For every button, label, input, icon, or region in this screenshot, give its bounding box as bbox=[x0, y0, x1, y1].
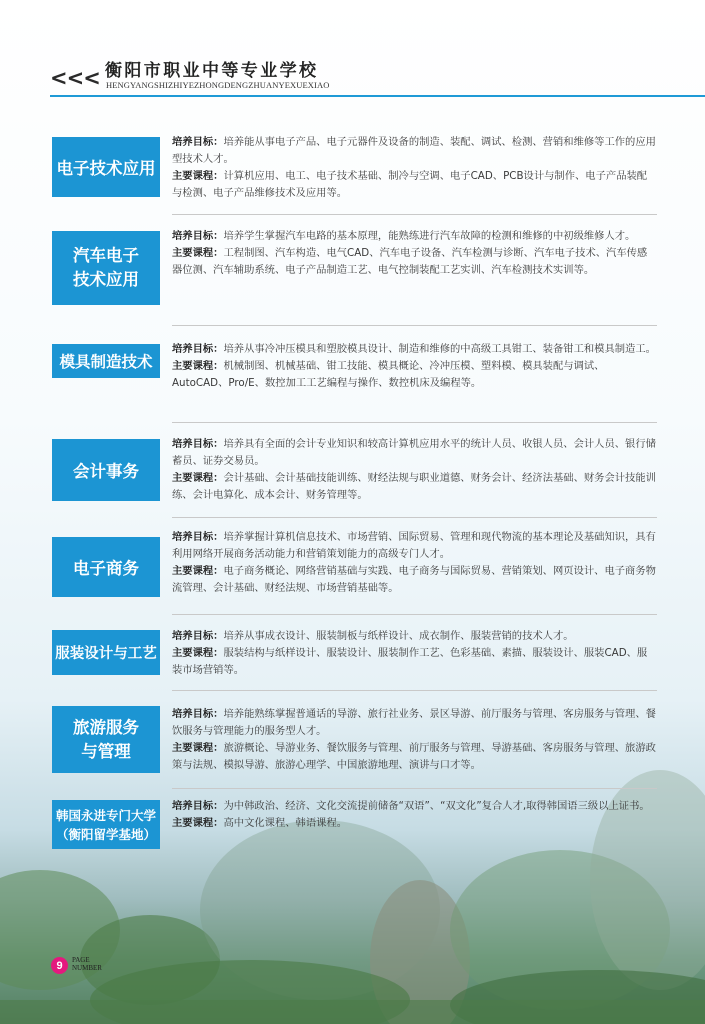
goal-key: 培养目标： bbox=[172, 136, 224, 148]
course-text: 电子商务概论、网络营销基础与实践、电子商务与国际贸易、营销策划、网页设计、电子商务物流管理、会计基础、财经法规、市场营销基础等。 bbox=[172, 565, 656, 594]
goal-text: 培养从事成衣设计、服装制板与纸样设计、成衣制作、服装营销的技术人才。 bbox=[223, 630, 574, 642]
goal-key: 培养目标： bbox=[172, 230, 224, 242]
course-key: 主要课程： bbox=[172, 565, 224, 577]
goal-key: 培养目标： bbox=[172, 630, 224, 642]
goal-key: 培养目标： bbox=[172, 343, 224, 355]
goal-key: 培养目标： bbox=[172, 800, 224, 812]
program-label: 电子商务 bbox=[52, 537, 160, 597]
program-label: 会计事务 bbox=[52, 439, 160, 501]
program-section bbox=[52, 224, 657, 329]
program-content bbox=[172, 341, 657, 392]
school-name-en: HENGYANGSHIZHIYEZHONGDENGZHUANYEXUEXIAO bbox=[106, 80, 330, 90]
program-label: 服装设计与工艺 bbox=[52, 630, 160, 675]
goal-text: 培养具有全面的会计专业知识和较高计算机应用水平的统计人员、收银人员、会计人员、银行储蓄员、证券交易员。 bbox=[172, 438, 656, 467]
goal-text: 为中韩政治、经济、文化交流提前储备“双语”、“双文化”复合人才,取得韩国语三级以上证书。 bbox=[223, 800, 650, 812]
program-content bbox=[172, 134, 657, 202]
course-key: 主要课程： bbox=[172, 170, 224, 182]
program-content bbox=[172, 628, 657, 679]
divider bbox=[172, 517, 657, 518]
goal-text: 培养学生掌握汽车电路的基本原理，能熟练进行汽车故障的检测和维修的中初级维修人才。 bbox=[223, 230, 636, 242]
program-section bbox=[52, 130, 657, 220]
program-content bbox=[172, 706, 657, 774]
goal-key: 培养目标： bbox=[172, 531, 224, 543]
program-section bbox=[52, 432, 657, 520]
program-label: 电子技术应用 bbox=[52, 137, 160, 197]
course-key: 主要课程： bbox=[172, 360, 224, 372]
program-content bbox=[172, 798, 657, 832]
course-text: 会计基础、会计基础技能训练、财经法规与职业道德、财务会计、经济法基础、财务会计技能训练、会计电算化、成本会计、财务管理等。 bbox=[172, 472, 656, 501]
divider bbox=[172, 690, 657, 691]
program-label: 旅游服务 与管理 bbox=[52, 706, 160, 773]
chevrons-icon: <<< bbox=[50, 66, 100, 90]
page-number-label: PAGE NUMBER bbox=[72, 956, 102, 972]
program-section bbox=[52, 525, 657, 621]
school-name-cn: 衡阳市职业中等专业学校 bbox=[105, 61, 319, 81]
goal-key: 培养目标： bbox=[172, 438, 224, 450]
divider bbox=[172, 214, 657, 215]
program-content bbox=[172, 436, 657, 504]
course-text: 高中文化课程、韩语课程。 bbox=[223, 817, 348, 829]
course-key: 主要课程： bbox=[172, 247, 224, 259]
goal-key: 培养目标： bbox=[172, 708, 224, 720]
course-text: 机械制图、机械基础、钳工技能、模具概论、冷冲压模、塑料模、模具装配与调试、AutoCAD、Pro/E、数控加工工艺编程与操作、数控机床及编程等。 bbox=[172, 360, 605, 389]
divider bbox=[172, 325, 657, 326]
program-section bbox=[52, 794, 657, 854]
page-number-badge: 9 bbox=[51, 957, 68, 974]
course-key: 主要课程： bbox=[172, 472, 224, 484]
course-key: 主要课程： bbox=[172, 647, 224, 659]
divider bbox=[172, 788, 657, 789]
course-text: 服装结构与纸样设计、服装设计、服装制作工艺、色彩基础、素描、服装设计、服装CAD、服装市场营销等。 bbox=[172, 647, 648, 676]
course-text: 工程制图、汽车构造、电气CAD、汽车电子设备、汽车检测与诊断、汽车电子技术、汽车传感器位测、汽车辅助系统、电子产品制造工艺、电气控制装配工艺实训、汽车检测技术实训等。 bbox=[172, 247, 648, 276]
program-content bbox=[172, 228, 657, 279]
course-key: 主要课程： bbox=[172, 817, 224, 829]
course-text: 旅游概论、导游业务、餐饮服务与管理、前厅服务与管理、导游基础、客房服务与管理、旅游政策与法规、模拟导游、旅游心理学、中国旅游地理、演讲与口才等。 bbox=[172, 742, 656, 771]
divider bbox=[172, 422, 657, 423]
program-section bbox=[52, 624, 657, 700]
program-label: 韩国永进专门大学 （衡阳留学基地） bbox=[52, 800, 160, 849]
course-text: 计算机应用、电工、电子技术基础、制冷与空调、电子CAD、PCB设计与制作、电子产品装配与检测、电子产品维修技术及应用等。 bbox=[172, 170, 648, 199]
goal-text: 培养从事冷冲压模具和塑胶模具设计、制造和维修的中高级工具钳工、装备钳工和模具制造工。 bbox=[223, 343, 656, 355]
course-key: 主要课程： bbox=[172, 742, 224, 754]
goal-text: 培养掌握计算机信息技术、市场营销、国际贸易、管理和现代物流的基本理论及基础知识，具有利用网络开展商务活动能力和营销策划能力的高级专门人才。 bbox=[172, 531, 656, 560]
program-section bbox=[52, 702, 657, 792]
header-divider bbox=[50, 95, 705, 97]
program-label: 模具制造技术 bbox=[52, 344, 160, 378]
goal-text: 培养能从事电子产品、电子元器件及设备的制造、装配、调试、检测、营销和维修等工作的应用型技术人才。 bbox=[172, 136, 656, 165]
goal-text: 培养能熟练掌握普通话的导游、旅行社业务、景区导游、前厅服务与管理、客房服务与管理、餐饮服务与管理能力的服务型人才。 bbox=[172, 708, 656, 737]
program-section bbox=[52, 337, 657, 425]
program-label: 汽车电子 技术应用 bbox=[52, 231, 160, 305]
divider bbox=[172, 614, 657, 615]
page-header bbox=[0, 0, 705, 100]
program-content bbox=[172, 529, 657, 597]
